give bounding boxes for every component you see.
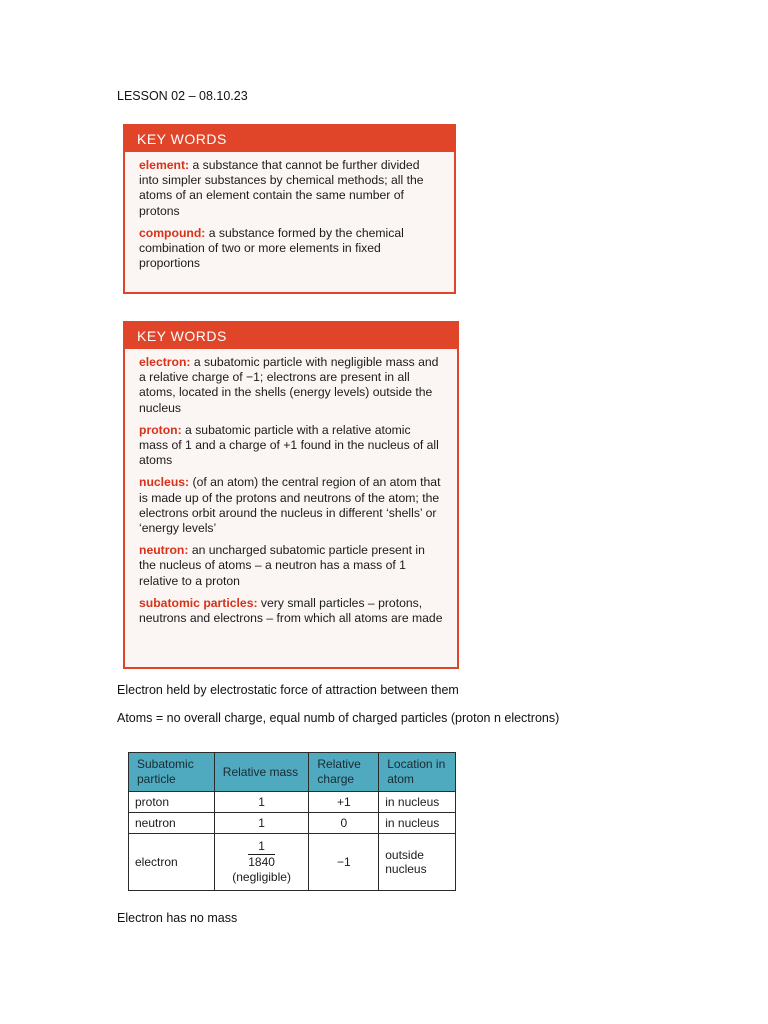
keyword-definition: an uncharged subatomic particle present in the nucleus of atoms – a neutron has a mass of 1 relative to a proton — [139, 543, 425, 588]
keyword-term: proton: — [139, 422, 182, 437]
fraction-numerator: 1 — [248, 839, 275, 855]
note-atoms-neutral: Atoms = no overall charge, equal numb of charged particles (proton n electrons) — [117, 711, 560, 725]
keyword-term: neutron: — [139, 543, 189, 558]
keyword-term: electron: — [139, 355, 191, 369]
note-electron-mass: Electron has no mass — [117, 911, 238, 925]
keyword-term: subatomic particles: — [139, 595, 258, 610]
keywords-box-2 — [123, 321, 459, 669]
table-row — [129, 834, 456, 891]
table-header-row — [129, 753, 456, 792]
relative-mass: 1 — [214, 792, 309, 813]
keyword-electron — [139, 355, 443, 416]
table-row — [129, 792, 456, 813]
particle-name: electron — [129, 834, 215, 891]
location: outside nucleus — [379, 834, 456, 891]
keyword-definition: (of an atom) the central region of an atom that is made up of the protons and neutrons of the atom; the electrons orbit around the nucleus in different ‘shells’ or ‘energy levels’ — [139, 475, 441, 536]
fraction-denominator: 1840 — [248, 855, 275, 869]
keyword-proton — [139, 423, 443, 469]
location: in nucleus — [379, 792, 456, 813]
keyword-term: element: — [139, 158, 190, 172]
keywords-header: KEY WORDS — [125, 126, 454, 152]
lesson-title: LESSON 02 – 08.10.23 — [117, 89, 248, 103]
subatomic-particle-table — [128, 752, 456, 891]
keyword-definition: a substance that cannot be further divided into simpler substances by chemical methods; all the atoms of an element contain the same number of protons — [139, 158, 424, 218]
keyword-compound — [139, 226, 440, 272]
keyword-definition: a substance formed by the chemical combination of two or more elements in fixed proportions — [139, 225, 404, 271]
header-relative-charge: Relative charge — [309, 753, 379, 792]
table-row — [129, 813, 456, 834]
keyword-definition: very small particles – protons, neutrons and electrons – from which all atoms are made — [139, 595, 443, 626]
relative-mass — [214, 834, 309, 891]
keyword-neutron — [139, 543, 443, 589]
keywords-box-1 — [123, 124, 456, 294]
location: in nucleus — [379, 813, 456, 834]
keyword-term: nucleus: — [139, 475, 190, 490]
keyword-term: compound: — [139, 225, 206, 240]
particle-name: neutron — [129, 813, 215, 834]
mass-note: (negligible) — [232, 870, 291, 884]
relative-charge: +1 — [309, 792, 379, 813]
relative-charge: 0 — [309, 813, 379, 834]
header-location: Location in atom — [379, 753, 456, 792]
keyword-element — [139, 158, 440, 219]
keyword-definition: a subatomic particle with negligible mass and a relative charge of −1; electrons are present in all atoms, located in the shells (energy levels) outside the nucleus — [139, 355, 439, 415]
header-relative-mass: Relative mass — [214, 753, 309, 792]
header-particle: Subatomic particle — [129, 753, 215, 792]
mass-fraction — [248, 839, 275, 870]
keyword-subatomic-particles — [139, 596, 443, 626]
note-electrostatic-force: Electron held by electrostatic force of attraction between them — [117, 683, 459, 697]
keywords-header: KEY WORDS — [125, 323, 457, 349]
keyword-nucleus — [139, 475, 443, 536]
particle-name: proton — [129, 792, 215, 813]
keyword-definition: a subatomic particle with a relative atomic mass of 1 and a charge of +1 found in the nucleus of all atoms — [139, 422, 439, 468]
relative-charge: −1 — [309, 834, 379, 891]
relative-mass: 1 — [214, 813, 309, 834]
